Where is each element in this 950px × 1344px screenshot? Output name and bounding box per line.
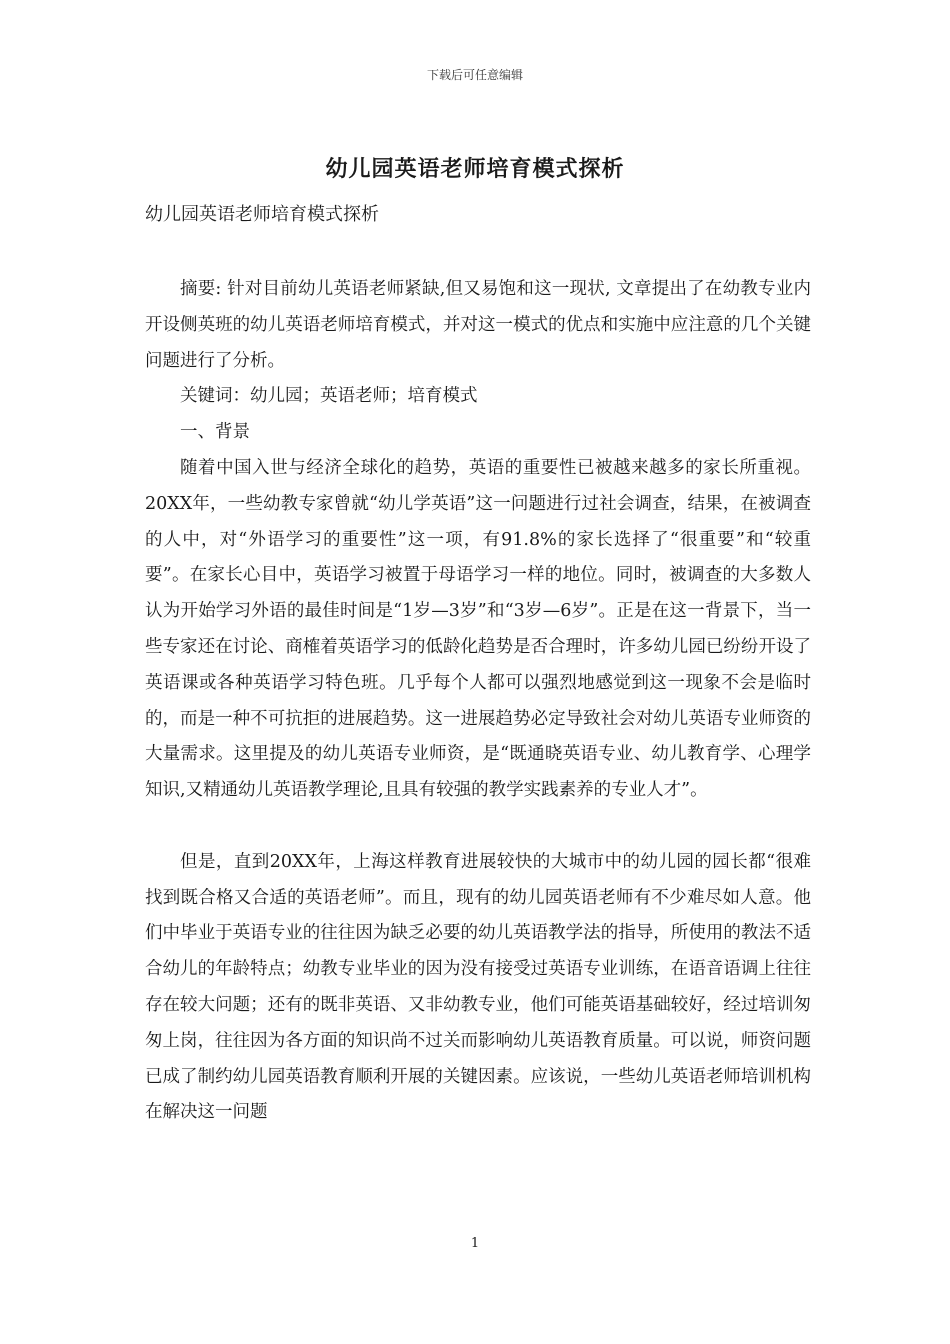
keywords-line: 关键词：幼儿园；英语老师；培育模式 bbox=[180, 386, 478, 407]
document-body bbox=[145, 272, 811, 1131]
document-subtitle: 幼儿园英语老师培育模式探析 bbox=[145, 204, 379, 225]
section-heading: 一、背景 bbox=[180, 422, 250, 443]
document-title: 幼儿园英语老师培育模式探析 bbox=[325, 156, 625, 182]
header-note: 下载后可任意编辑 bbox=[426, 68, 523, 82]
page-number: 1 bbox=[470, 1236, 480, 1251]
body-paragraph: 随着中国入世与经济全球化的趋势，英语的重要性已被越来越多的家长所重视。20XX年，一些幼教专家曾就“幼儿学英语”这一问题进行过社会调查，结果，在被调查的人中，对“外语学习的重要性”这一项，有91.8%的家长选择了“很重要”和“较重要”。在家长心目中，英语学习被置于母语学习一样的地位。同时，被调查的大多数人认为开始学习外语的最佳时间是“1岁—3岁”和“3岁—6岁”。正是在这一背景下，当一些专家还在讨论、商榷着英语学习的低龄化趋势是否合理时，许多幼儿园已纷纷开设了英语课或各种英语学习特色班。几乎每个人都可以强烈地感觉到这一现象不会是临时的，而是一种不可抗拒的进展趋势。这一进展趋势必定导致社会对幼儿英语专业师资的大量需求。这里提及的幼儿英语专业师资，是“既通晓英语专业、幼儿教育学、心理学知识,又精通幼儿英语教学理论,且具有较强的教学实践素养的专业人才”。 bbox=[145, 457, 811, 801]
body-paragraph: 但是，直到20XX年，上海这样教育进展较快的大城市中的幼儿园的园长都“很难找到既合格又合适的英语老师”。而且，现有的幼儿园英语老师有不少难尽如人意。他们中毕业于英语专业的往往因为缺乏必要的幼儿英语教学法的指导，所使用的教法不适合幼儿的年龄特点；幼教专业毕业的因为没有接受过英语专业训练，在语音语调上往往存在较大问题；还有的既非英语、又非幼教专业，他们可能英语基础较好，经过培训匆匆上岗，往往因为各方面的知识尚不过关而影响幼儿英语教育质量。可以说，师资问题已成了制约幼儿园英语教育顺利开展的关键因素。应该说，一些幼儿英语老师培训机构在解决这一问题 bbox=[145, 851, 811, 1123]
abstract-paragraph: 摘要: 针对目前幼儿英语老师紧缺,但又易饱和这一现状, 文章提出了在幼教专业内开设侧英班的幼儿英语老师培育模式，并对这一模式的优点和实施中应注意的几个关键问题进行了分析。 bbox=[145, 279, 811, 371]
